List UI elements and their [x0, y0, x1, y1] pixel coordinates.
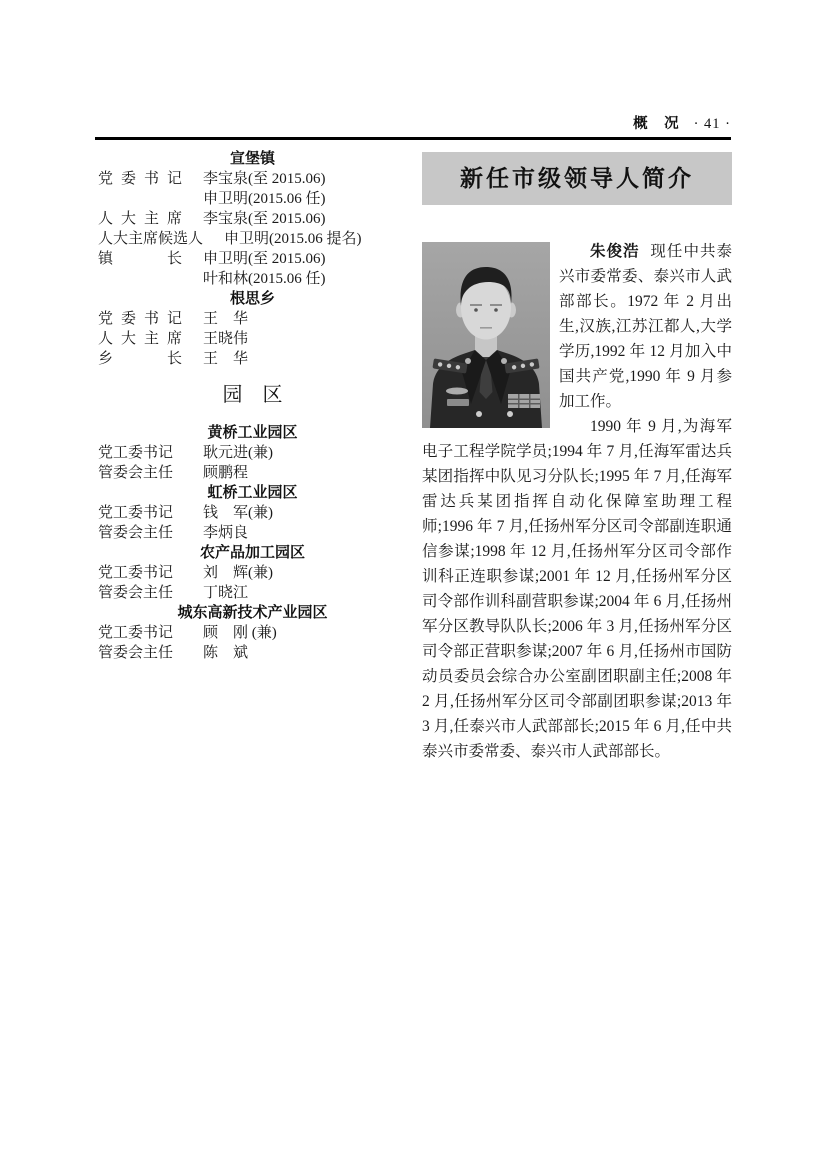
official-row [98, 623, 407, 643]
official-name: 叶和林(2015.06 任) [203, 271, 326, 287]
header-rule [95, 137, 731, 140]
official-row [98, 169, 407, 189]
official-title: 人大主席候选人 [98, 231, 204, 247]
park-heading: 虹桥工业园区 [207, 484, 298, 501]
official-name: 李宝泉(至 2015.06) [203, 171, 326, 187]
official-row [98, 229, 407, 249]
official-row [98, 349, 407, 369]
parks-section-title: 园 区 [222, 384, 283, 406]
official-name: 钱 军(兼) [203, 505, 273, 521]
official-title: 党工委书记 [98, 565, 174, 581]
official-name: 陈 斌 [203, 645, 249, 661]
official-row [98, 189, 407, 209]
official-name: 顾 刚 (兼) [203, 625, 277, 641]
park-heading: 城东高新技术产业园区 [177, 604, 328, 621]
official-title [98, 269, 182, 289]
official-title: 党工委书记 [98, 625, 174, 641]
official-title: 党工委书记 [98, 445, 174, 461]
official-title: 镇长 [98, 251, 182, 267]
official-title: 管委会主任 [98, 465, 174, 481]
official-name: 丁晓江 [203, 585, 249, 601]
header-section-title: 概 况 [633, 116, 680, 132]
official-title: 党工委书记 [98, 505, 174, 521]
park-heading: 农产品加工园区 [199, 544, 305, 561]
official-name: 耿元进(兼) [203, 445, 273, 461]
town-heading: 宣堡镇 [229, 150, 275, 167]
bio-intro-text: 现任中共泰兴市委常委、泰兴市人武部部长。1972 年 2 月出生,汉族,江苏江都人,大学学历,1992 年 12 月加入中国共产党,1990 年 9 月参加工作。 [559, 243, 732, 410]
official-row [98, 563, 407, 583]
running-header [95, 112, 731, 133]
official-row [98, 309, 407, 329]
official-name: 李宝泉(至 2015.06) [203, 211, 326, 227]
right-column [422, 152, 732, 764]
official-row [98, 463, 407, 483]
official-title [98, 189, 182, 209]
official-row [98, 583, 407, 603]
official-title: 人大主席 [98, 211, 182, 227]
official-title: 乡长 [98, 351, 182, 367]
official-title: 管委会主任 [98, 525, 174, 541]
bio-paragraph-career: 1990 年 9 月,为海军电子工程学院学员;1994 年 7 月,任海军雷达兵某团指挥中队见习分队长;1995 年 7 月,任海军雷达兵某团指挥自动化保障室助理工程师;1996 年 7 月,任扬州军分区司令部副连职通信参谋;1998 年 12 月,任扬州军分区司令部作训科正连职参谋;2001 年 12 月,任扬州军分区司令部作训科副营职参谋;2004 年 6 月,任扬州军分区教导队队长;2006 年 3 月,任扬州军分区司令部正营职参谋;2007 年 6 月,任扬州市国防动员委员会综合办公室副团职副主任;2008 年 2 月,任扬州军分区司令部副团职参谋;2013 年 3 月,任泰兴市人武部部长;2015 年 6 月,任中共泰兴市委常委、泰兴市人武部部长。 [422, 418, 732, 760]
official-row [98, 249, 407, 269]
town-heading: 根思乡 [229, 290, 275, 307]
official-name: 刘 辉(兼) [203, 565, 273, 581]
official-name: 王晓伟 [203, 331, 249, 347]
left-column [98, 149, 407, 663]
official-row [98, 329, 407, 349]
person-name: 朱俊浩 [590, 243, 640, 260]
official-name: 申卫明(2015.06 任) [203, 191, 326, 207]
official-row [98, 643, 407, 663]
official-row [98, 443, 407, 463]
official-name: 王 华 [203, 351, 249, 367]
official-name: 顾鹏程 [203, 465, 249, 481]
official-title: 管委会主任 [98, 585, 174, 601]
biography [422, 239, 732, 764]
official-title: 人大主席 [98, 331, 182, 347]
section-banner-title: 新任市级领导人简介 [422, 152, 732, 205]
park-heading: 黄桥工业园区 [207, 424, 298, 441]
official-row [98, 503, 407, 523]
official-row [98, 269, 407, 289]
header-page-number: · 41 · [693, 116, 731, 132]
official-name: 李炳良 [203, 525, 249, 541]
official-title: 管委会主任 [98, 645, 174, 661]
official-title: 党委书记 [98, 311, 182, 327]
official-name: 申卫明(2015.06 提名) [224, 231, 362, 247]
portrait-photo [422, 242, 550, 428]
official-title: 党委书记 [98, 171, 182, 187]
official-name: 王 华 [203, 311, 249, 327]
official-row [98, 523, 407, 543]
official-name: 申卫明(至 2015.06) [203, 251, 326, 267]
official-row [98, 209, 407, 229]
